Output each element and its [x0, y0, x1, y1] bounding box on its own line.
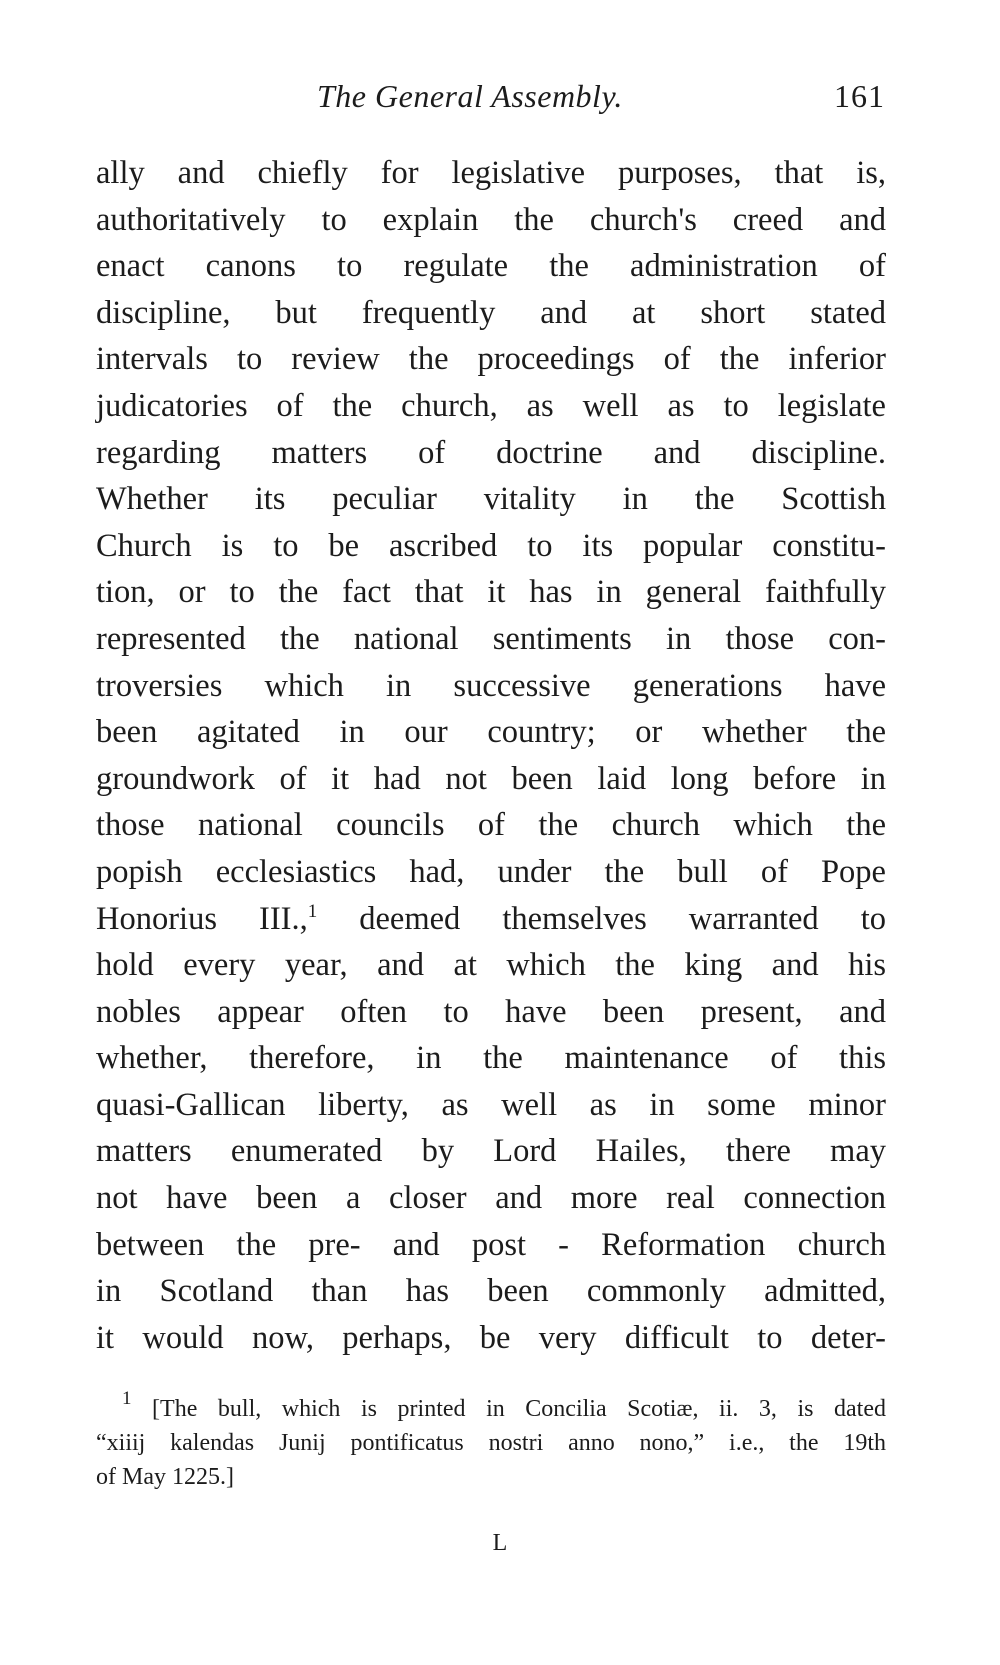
text-line: groundwork of it had not been laid long before in: [96, 760, 886, 797]
text-line: those national councils of the church which the: [96, 807, 886, 844]
page-number: 161: [834, 78, 885, 114]
text-line: authoritatively to explain the church's creed and: [96, 201, 886, 238]
text-line: matters enumerated by Lord Hailes, there may: [96, 1133, 886, 1170]
text-line: enact canons to regulate the administration of: [96, 248, 886, 285]
text-line: judicatories of the church, as well as to legislate: [96, 387, 886, 424]
text-line: represented the national sentiments in those con-: [96, 620, 886, 657]
text-fragment: deemed themselves warranted to: [359, 900, 886, 937]
text-line-with-footnote-ref: [96, 896, 886, 943]
text-line: ally and chiefly for legislative purposes, that is,: [96, 155, 886, 191]
text-line: nobles appear often to have been present, and: [96, 993, 886, 1030]
footnote-line: [96, 1388, 886, 1426]
body-text: [96, 150, 886, 1361]
text-line: popish ecclesiastics had, under the bull of Pope: [96, 853, 886, 890]
text-line: quasi-Gallican liberty, as well as in some minor: [96, 1086, 886, 1123]
footnote-line: “xiiij kalendas Junij pontificatus nostri anno nono,” i.e., the 19th: [96, 1430, 886, 1456]
text-line: hold every year, and at which the king and his: [96, 947, 886, 984]
footnote-marker: 1: [122, 1388, 132, 1409]
text-fragment: Honorius III.,: [96, 900, 308, 937]
text-line: not have been a closer and more real connection: [96, 1180, 886, 1217]
text-line: tion, or to the fact that it has in general faithfully: [96, 574, 886, 611]
text-line: been agitated in our country; or whether the: [96, 714, 886, 751]
text-line: troversies which in successive generations have: [96, 667, 886, 704]
footnote-text: [The bull, which is printed in Concilia Scotiæ, ii. 3, is dated: [152, 1396, 886, 1422]
text-line: it would now, perhaps, be very difficult to deter-: [96, 1319, 886, 1356]
footnotes: [96, 1388, 886, 1494]
signature-mark: L: [492, 1530, 508, 1556]
text-line: in Scotland than has been commonly admitted,: [96, 1273, 886, 1310]
text-line: Whether its peculiar vitality in the Scottish: [96, 481, 886, 518]
footnote-ref: 1: [307, 900, 318, 922]
text-line: discipline, but frequently and at short stated: [96, 294, 886, 331]
running-head: [95, 78, 885, 126]
text-line: whether, therefore, in the maintenance of this: [96, 1040, 886, 1077]
text-line: regarding matters of doctrine and discipline.: [96, 434, 886, 471]
text-line: intervals to review the proceedings of the inferior: [96, 341, 886, 378]
text-line: between the pre- and post - Reformation church: [96, 1226, 886, 1263]
text-line: Church is to be ascribed to its popular constitu-: [96, 527, 886, 564]
footnote-line: of May 1225.]: [96, 1464, 234, 1490]
running-title: The General Assembly.: [317, 78, 623, 114]
